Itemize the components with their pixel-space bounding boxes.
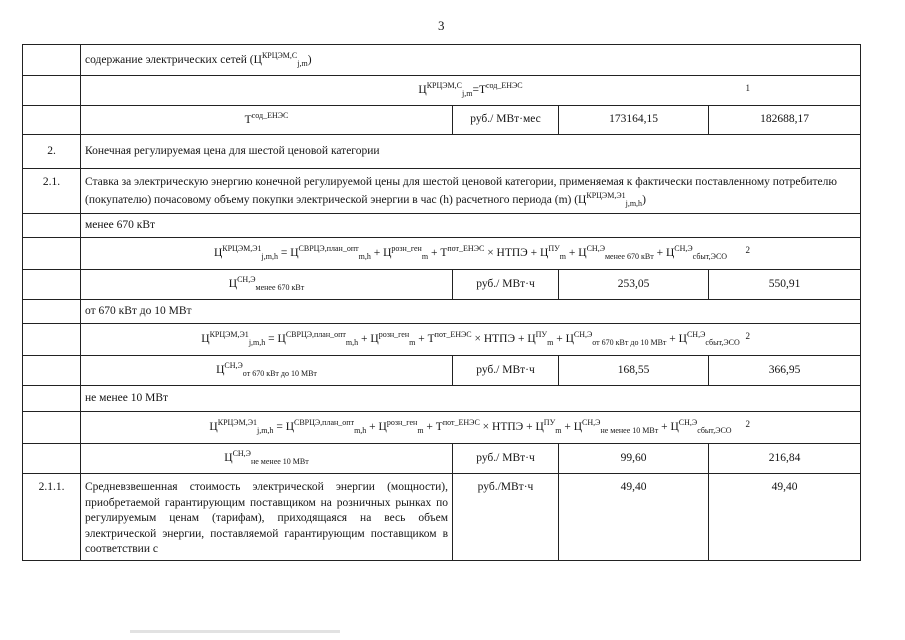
value-cell-2: 182688,17 [709,106,861,135]
band-symbol: $Ц^{СН,Э}_{от 670 кВт до 10 МВт}$ [81,356,453,386]
band-label: менее 670 кВт [81,214,861,238]
cell-empty [23,444,81,474]
page-number: 3 [438,18,445,33]
tariff-table [22,44,861,561]
band-symbol: $Ц^{СН,Э}_{менее 670 кВт}$ [81,270,453,300]
band-label: не менее 10 МВт [81,386,861,412]
formula-band-3: $Ц^{КРЦЭМ,Э1}_{j,m,h} = Ц^{СВРЦЭ,план\_опт}_{m,h} + Ц^{розн\_ген}_m + Т^{пот\_ЕНЭС}$ × НТПЭ + $Ц^{ПУ}_m + Ц^{СН,Э}_{не менее 10 МВт} + Ц^{СН,Э}_{сбыт,ЭСО}$ 2 [81,412,861,444]
cell-empty [23,300,81,324]
cell-empty [23,238,81,270]
cell-empty [23,45,81,76]
value-cell-1: 99,60 [559,444,709,474]
table-row [23,106,861,135]
unit-cell: руб./ МВт·ч [453,356,559,386]
formula-band-2: $Ц^{КРЦЭМ,Э1}_{j,m,h} = Ц^{СВРЦЭ,план\_опт}_{m,h} + Ц^{розн\_ген}_m + Т^{пот\_ЕНЭС}$ × НТПЭ + $Ц^{ПУ}_m + Ц^{СН,Э}_{от 670 кВт до 10 МВт} + Ц^{СН,Э}_{сбыт,ЭСО}$ 2 [81,324,861,356]
cell-empty [23,214,81,238]
footnote-marker: 2 [745,419,751,429]
section-title: Конечная регулируемая цена для шестой ценовой категории [81,135,861,169]
section-text: Ставка за электрическую энергию конечной регулируемой цены для шестой ценовой категории, применяемая к фактически поставленному потребителю (покупателю) почасовому объему покупки электрической энергии в час (h) расчетного периода (m) $(Ц^{КРЦЭМ,Э1}_{j,m,h})$ [81,169,861,214]
table-row [23,76,861,106]
tariff-symbol: $Т^{сод\_ЕНЭС}$ [81,106,453,135]
table-row [23,214,861,238]
value-cell-2: 550,91 [709,270,861,300]
footnote-marker: 2 [745,331,751,341]
footnote-marker: 2 [745,245,751,255]
value-cell-1: 173164,15 [559,106,709,135]
formula-band-1: $Ц^{КРЦЭМ,Э1}_{j,m,h} = Ц^{СВРЦЭ,план\_опт}_{m,h} + Ц^{розн\_ген}_m + Т^{пот\_ЕНЭС}$ × НТПЭ + $Ц^{ПУ}_m + Ц^{СН,Э}_{менее 670 кВт} + Ц^{СН,Э}_{сбыт,ЭСО}$ 2 [81,238,861,270]
value-cell-1: 49,40 [559,474,709,561]
section-number: 2. [23,135,81,169]
content-label: содержание электрических сетей $(Ц^{КРЦЭМ,С}_{j,m})$ [81,45,861,76]
value-cell-2: 366,95 [709,356,861,386]
value-cell-2: 49,40 [709,474,861,561]
cell-empty [23,324,81,356]
unit-cell: руб./ МВт·ч [453,444,559,474]
section-text: Средневзвешенная стоимость электрической энергии (мощности), приобретаемой гарантирующим поставщиком на розничных рынках по регулируемым ценам (тарифам), приходящаяся на весь объем электрической энергии, поставляемой гарантирующим поставщиком в соответствии с [81,474,453,561]
table-row [23,324,861,356]
table-row [23,444,861,474]
footnote-marker: 1 [745,83,751,93]
section-number: 2.1. [23,169,81,214]
unit-cell: руб./ МВт·ч [453,270,559,300]
value-cell-2: 216,84 [709,444,861,474]
table-row [23,135,861,169]
table-row [23,474,861,561]
cell-empty [23,106,81,135]
cell-empty [23,356,81,386]
band-symbol: $Ц^{СН,Э}_{не менее 10 МВт}$ [81,444,453,474]
cell-empty [23,386,81,412]
table-row [23,386,861,412]
scan-artifact [130,630,340,633]
band-label: от 670 кВт до 10 МВт [81,300,861,324]
cell-empty [23,270,81,300]
value-cell-1: 253,05 [559,270,709,300]
formula-content: $Ц^{КРЦЭМ,С}_{j,m}=Т^{сод\_ЕНЭС}$ 1 [81,76,861,106]
unit-cell: руб./МВт·ч [453,474,559,561]
cell-empty [23,76,81,106]
table-row [23,270,861,300]
table-row [23,169,861,214]
table-row [23,300,861,324]
table-row [23,238,861,270]
table-row [23,412,861,444]
section-number: 2.1.1. [23,474,81,561]
value-cell-1: 168,55 [559,356,709,386]
table-row [23,45,861,76]
table-row [23,356,861,386]
cell-empty [23,412,81,444]
unit-cell: руб./ МВт·мес [453,106,559,135]
